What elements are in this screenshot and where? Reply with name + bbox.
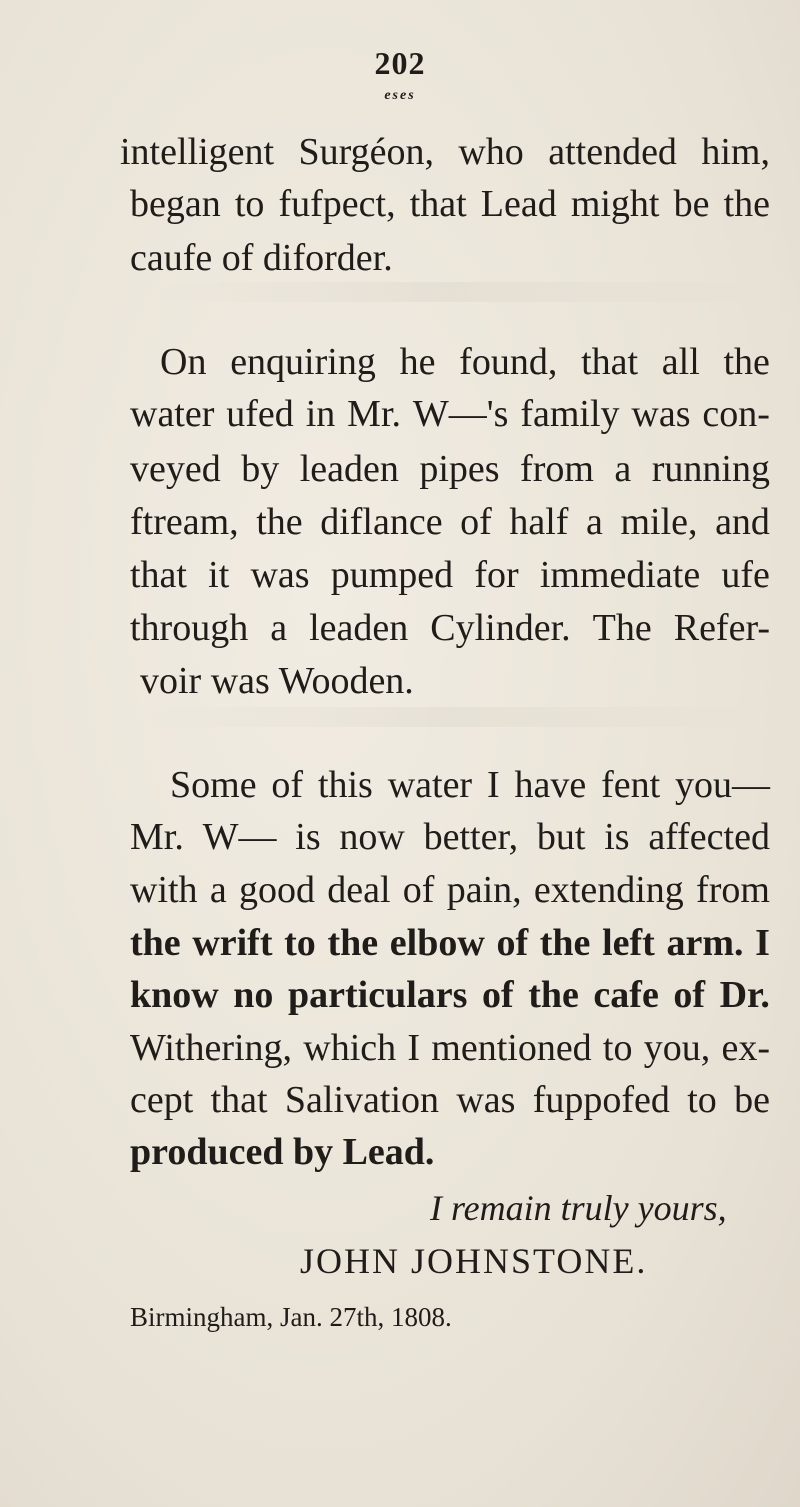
word: wrift [192,922,273,964]
word: water [130,393,215,435]
word: pain, [446,869,522,911]
word: was [456,1079,516,1121]
word: of [481,974,514,1016]
word: deal [327,869,391,911]
word: mile, [620,501,698,543]
text-line [170,763,770,807]
word: to [234,183,265,225]
word: pumped [330,554,454,596]
word: of [673,974,706,1016]
word: which [303,1027,397,1069]
bleed-through-shadow [140,707,760,727]
word: fent [601,764,661,806]
bleed-through-shadow [150,282,750,302]
word: W—'s [412,393,509,435]
word: that [409,183,467,225]
text-line [130,973,770,1017]
text-line [130,921,770,965]
word: cept [130,1079,194,1121]
word: to [284,922,316,964]
text-line [130,392,770,436]
word: Surgéon, [298,131,434,173]
word: leaden [299,448,399,490]
word: affected [648,816,770,858]
text-line [130,500,770,544]
page-number: 202 [374,45,426,81]
word: fuppofed [532,1079,670,1121]
word: Cylinder. [430,607,571,649]
word: ftream, [130,501,239,543]
word: Dr. [719,974,770,1016]
word: is [295,816,321,858]
word: Refer- [673,607,770,649]
word: enquiring [230,341,376,383]
word: now [339,816,405,858]
word: that [130,554,187,596]
text-line [130,1026,770,1070]
word: immediate [539,554,701,596]
word: of [460,501,492,543]
text-line [130,868,770,912]
word: ufe [721,554,770,596]
word: leaden [309,607,409,649]
closing-salutation: I remain truly yours, [430,1188,727,1228]
word: I [755,922,770,964]
word: it [208,554,230,596]
word: a [586,501,603,543]
word: extending [533,869,684,911]
word: Mr. [130,816,184,858]
printer-signature-mark: eses [384,88,416,103]
word: diflance [320,501,443,543]
word: intelligent [120,131,275,173]
word: I [407,1027,421,1069]
text-line [130,1078,770,1122]
word: was [631,393,691,435]
word: better, [423,816,519,858]
word: the [327,922,379,964]
word: to [687,1079,717,1121]
word: the [256,501,303,543]
word: ufed [226,393,294,435]
word: Mr. [347,393,402,435]
word: that [210,1079,268,1121]
text-line [130,182,770,226]
word: know [130,974,219,1016]
word: Salivation [284,1079,440,1121]
word: particulars [287,974,468,1016]
word: the [130,922,181,964]
word: water [387,764,473,806]
word: all [661,341,700,383]
word: be [734,1079,770,1121]
text-line [130,236,393,280]
text-line [160,340,770,384]
word: good [238,869,315,911]
word: in [305,393,336,435]
word: through [130,607,249,649]
text-line [130,606,770,650]
word: On [160,341,207,383]
word: Some [170,764,257,806]
word: this [317,764,373,806]
word: a [209,869,227,911]
word: might [570,183,660,225]
word: to [602,1027,633,1069]
word: family [520,393,620,435]
word: you— [675,764,770,806]
word: that [581,341,639,383]
word: veyed [130,448,221,490]
text-line [130,553,770,597]
word: is [604,816,630,858]
word: half [509,501,569,543]
word: of [271,764,304,806]
word: you, [643,1027,711,1069]
word: ex- [721,1027,770,1069]
word: The [592,607,652,649]
word: from [520,448,594,490]
word: him, [701,131,770,173]
line-text: produced by Lead. [130,1131,435,1173]
text-line [130,447,770,491]
text-line [130,1130,434,1174]
word: attended [548,131,677,173]
text-line [140,659,414,703]
word: arm. [666,922,744,964]
word: mentioned [431,1027,592,1069]
word: the [723,341,770,383]
word: with [130,869,198,911]
word: the [528,974,579,1016]
word: Lead [480,183,557,225]
word: fufpect, [278,183,396,225]
word: was [250,554,310,596]
text-line [130,815,770,859]
word: con- [702,393,770,435]
word: Withering, [130,1027,293,1069]
word: began [130,183,221,225]
signer-name: JOHN JOHNSTONE. [300,1241,648,1281]
place-and-date: Birmingham, Jan. 27th, 1808. [130,1302,452,1332]
word: I [486,764,500,806]
word: the [723,183,770,225]
word: of [402,869,435,911]
line-text: voir was Wooden. [140,660,414,702]
word: be [673,183,710,225]
word: W— [202,816,277,858]
word: from [696,869,770,911]
line-text: caufe of diforder. [130,237,393,279]
word: he [399,341,436,383]
word: for [474,554,519,596]
text-line [120,130,770,174]
word: a [614,448,632,490]
word: but [536,816,586,858]
word: running [651,448,770,490]
word: a [270,607,288,649]
word: left [602,922,655,964]
word: of [496,922,529,964]
word: elbow [389,922,485,964]
word: and [715,501,770,543]
word: the [539,922,591,964]
word: have [514,764,587,806]
word: cafe [593,974,659,1016]
word: found, [459,341,558,383]
word: pipes [419,448,500,490]
word: who [458,131,524,173]
word: no [233,974,274,1016]
word: by [241,448,280,490]
